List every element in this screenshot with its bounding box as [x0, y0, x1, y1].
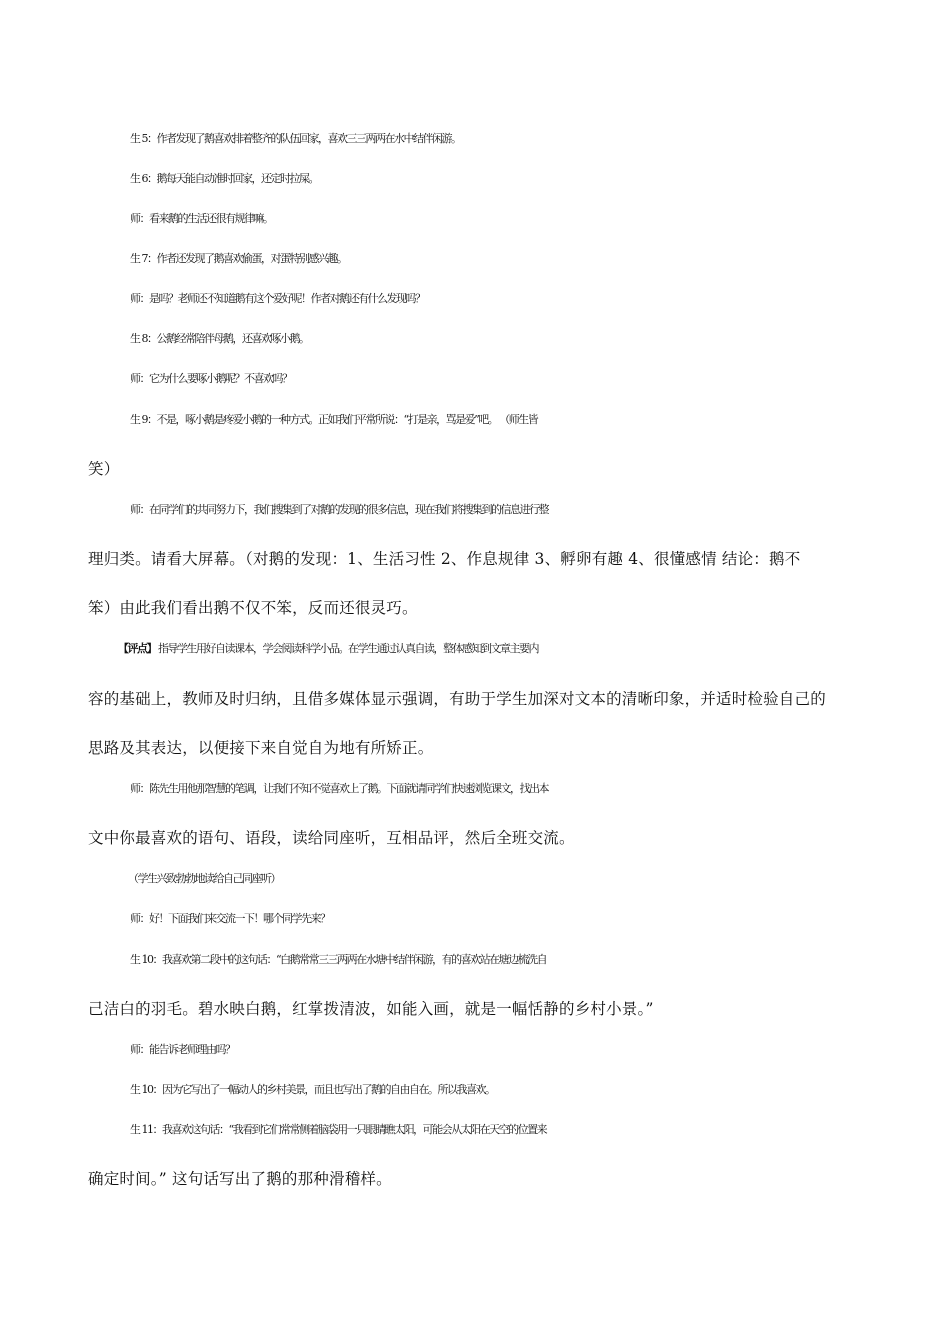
dialogue-line-teacher: 师：它为什么要啄小鹅呢？不喜欢吗？	[130, 372, 292, 385]
dialogue-line-teacher: 师：能告诉老师理由吗？	[130, 1043, 235, 1056]
commentary-line-cont: 容的基础上，教师及时归纳，且借多媒体显示强调，有助于学生加深对文本的清晰印象，并适时检验自己的	[88, 690, 826, 708]
dialogue-line-student-10: 生 10：因为它写出了一幅动人的乡村美景，而且也写出了鹅的自由自在。所以我喜欢。	[130, 1083, 495, 1096]
commentary-label: 【评点】	[118, 642, 156, 655]
dialogue-line-teacher: 师：在同学们的共同努力下，我们搜集到了对鹅的发现的很多信息，现在我们将搜集到的信息进行整	[130, 503, 548, 516]
commentary-line-cont: 思路及其表达，以便接下来自觉自为地有所矫正。	[88, 739, 434, 757]
dialogue-line-teacher: 师：看来鹅的生活还很有规律嘛。	[130, 212, 273, 225]
dialogue-line-student-8: 生 8：公鹅经常陪伴母鹅，还喜欢啄小鹅。	[130, 332, 309, 345]
dialogue-line-student-9-cont: 笑）	[88, 460, 120, 478]
dialogue-line-teacher: 师：陈先生用他那智慧的笔调，让我们不知不觉喜欢上了鹅。下面就请同学们快速浏览课文，找出本	[130, 782, 548, 795]
dialogue-line-student-6: 生 6：鹅每天能自动准时回家，还定时拉屎。	[130, 172, 318, 185]
dialogue-line-teacher-cont: 文中你最喜欢的语句、语段，读给同座听，互相品评，然后全班交流。	[88, 829, 575, 847]
dialogue-line-student-7: 生 7：作者还发现了鹅喜欢偷蛋，对蛋特别感兴趣。	[130, 252, 347, 265]
dialogue-line-student-11-cont: 确定时间。” 这句话写出了鹅的那种滑稽样。	[88, 1170, 392, 1188]
commentary-text: 指导学生用好自读课本，学会阅读科学小品。在学生通过认真自读，整体感知到文章主要内	[156, 642, 538, 655]
dialogue-line-teacher-cont: 理归类。请看大屏幕。（对鹅的发现：1、生活习性 2、作息规律 3、孵卵有趣 4、很懂感情 结论：鹅不	[88, 550, 801, 568]
dialogue-line-student-10: 生 10：我喜欢第二段中的这句话：“白鹅常常三三两两在水塘中结伴闲游，有的喜欢站在塘边梳洗自	[130, 953, 547, 966]
dialogue-line-teacher: 师：是吗？老师还不知道鹅有这个爱好呢！作者对鹅还有什么发现吗？	[130, 292, 425, 305]
commentary-line	[118, 639, 898, 659]
dialogue-line-student-9: 生 9：不是，啄小鹅是疼爱小鹅的一种方式。正如我们平常所说：“打是亲，骂是爱”吧。 （师生皆	[130, 413, 538, 426]
stage-direction: （学生兴致勃勃地读给自己同座听）	[128, 872, 280, 885]
dialogue-line-teacher-cont: 笨）由此我们看出鹅不仅不笨，反而还很灵巧。	[88, 599, 418, 617]
dialogue-line-student-11: 生 11：我喜欢这句话：“我看到它们常常侧着脑袋用一只眼睛瞧太阳，可能会从太阳在天空的位置来	[130, 1123, 547, 1136]
dialogue-line-student-5: 生 5：作者发现了鹅喜欢排着整齐的队伍回家，喜欢三三两两在水中结伴闲游。	[130, 132, 461, 145]
dialogue-line-student-10-cont: 己洁白的羽毛。碧水映白鹅，红掌拨清波，如能入画，就是一幅恬静的乡村小景。”	[88, 1000, 654, 1018]
dialogue-line-teacher: 师：好！下面我们来交流一下！哪个同学先来？	[130, 912, 330, 925]
